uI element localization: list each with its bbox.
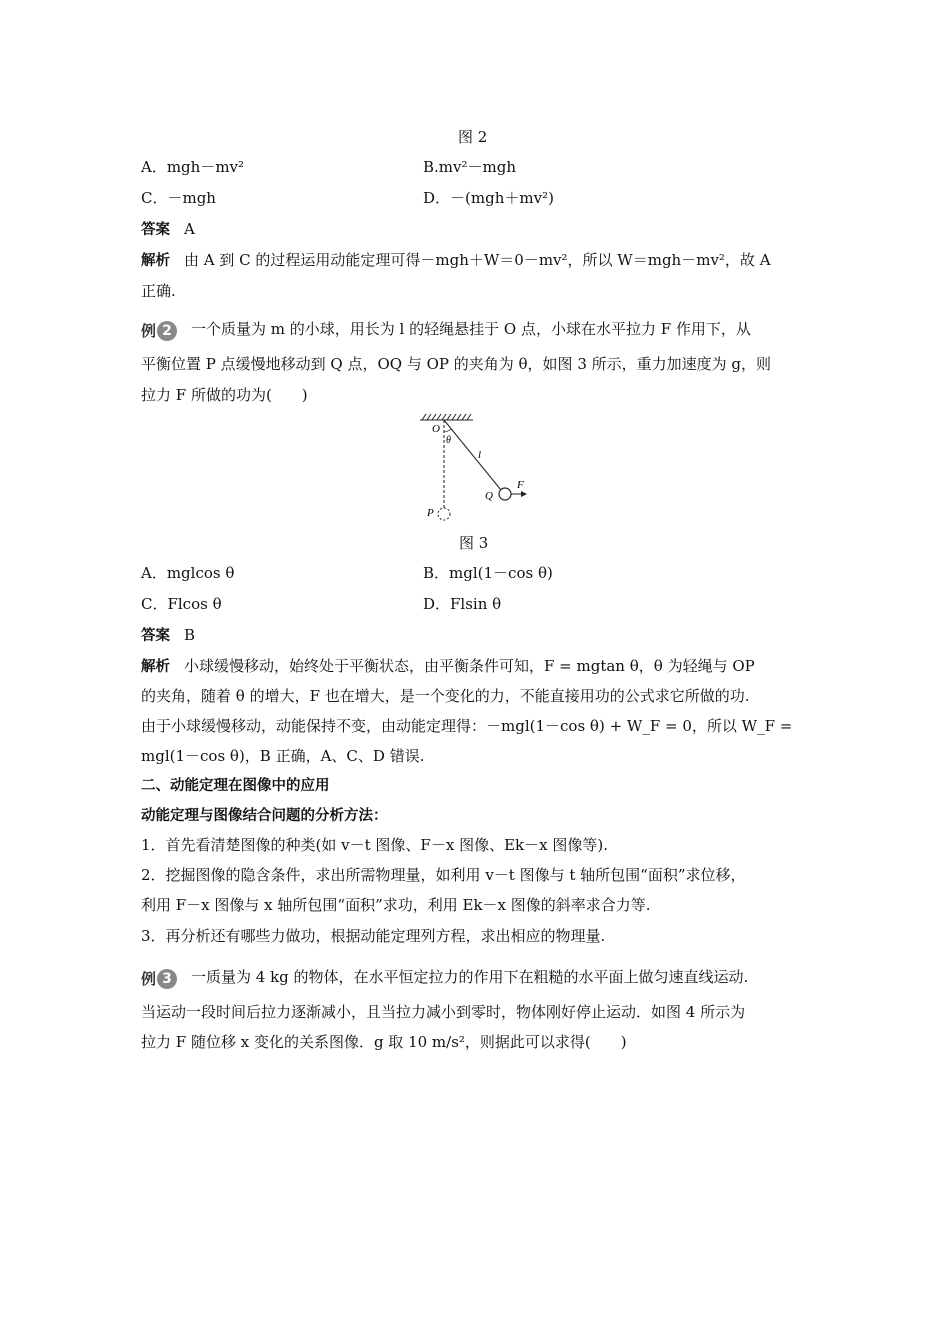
answer-label: 答案	[141, 222, 170, 238]
ceiling-hatch	[420, 414, 473, 420]
ex2-option-b: B．mgl(1－cos θ)	[423, 564, 553, 582]
example-2-line2: 平衡位置 P 点缓慢地移动到 Q 点，OQ 与 OP 的夹角为 θ，如图 3 所示，重力加速度为 g，则	[141, 355, 772, 373]
example-3-line1	[141, 967, 748, 989]
method-item-2-line1: 2．挖掘图像的隐含条件，求出所需物理量，如利用 v－t 图像与 t 轴所包围“面积”求位移，	[141, 866, 746, 884]
ex2-analysis-line3: 由于小球缓慢移动，动能保持不变，由动能定理得：－mgl(1－cos θ) + W_F = 0，所以 W_F =	[141, 717, 793, 735]
ex2-option-d: D．Flsin θ	[423, 595, 502, 613]
example-number-circle: 3	[157, 969, 177, 989]
example-3-badge	[141, 968, 177, 989]
example-3-text: 一质量为 4 kg 的物体，在水平恒定拉力的作用下在粗糙的水平面上做匀速直线运动.	[191, 968, 749, 986]
ex2-option-c: C．Flcos θ	[141, 595, 222, 613]
label-f: F	[517, 479, 524, 491]
ball-q	[499, 488, 511, 500]
analysis-text: 小球缓慢移动，始终处于平衡状态，由平衡条件可知，F = mgtan θ，θ 为轻绳与 OP	[184, 657, 755, 675]
force-arrow-head	[521, 491, 527, 497]
method-item-1: 1．首先看清楚图像的种类(如 v－t 图像、F－x 图像、Ek－x 图像等).	[141, 836, 608, 854]
method-item-2-line2: 利用 F－x 图像与 x 轴所包围“面积”求功，利用 Ek－x 图像的斜率求合力等.	[141, 896, 651, 914]
ex2-analysis-line2: 的夹角，随着 θ 的增大，F 也在增大，是一个变化的力，不能直接用功的公式求它所做的功.	[141, 687, 750, 705]
answer-value: A	[184, 220, 195, 238]
rope-line	[444, 420, 501, 490]
analysis-label: 解析	[141, 253, 170, 269]
label-theta: θ	[446, 435, 451, 446]
ex2-answer	[141, 625, 195, 646]
section-2-heading: 二、动能定理在图像中的应用	[141, 778, 330, 794]
ex2-analysis-line1	[141, 656, 755, 677]
q1-option-a: A．mgh－mv²	[141, 158, 245, 176]
angle-arc	[444, 429, 451, 432]
example-3-line2: 当运动一段时间后拉力逐渐减小，且当拉力减小到零时，物体刚好停止运动．如图 4 所示为	[141, 1003, 746, 1021]
q1-option-d: D．－(mgh＋mv²)	[423, 189, 554, 207]
example-2-line1	[141, 319, 751, 341]
section-2-subheading: 动能定理与图像结合问题的分析方法：	[141, 808, 388, 824]
example-number-circle: 2	[157, 321, 177, 341]
q1-option-b: B.mv²－mgh	[423, 158, 516, 176]
analysis-text: 由 A 到 C 的过程运用动能定理可得－mgh＋W＝0－mv²，所以 W＝mgh－mv²，故 A	[184, 251, 771, 269]
answer-label: 答案	[141, 628, 170, 644]
pendulum-figure	[415, 412, 535, 524]
analysis-label: 解析	[141, 659, 170, 675]
label-o: O	[432, 423, 440, 435]
ex2-analysis-line4: mgl(1－cos θ)，B 正确，A、C、D 错误.	[141, 747, 425, 765]
example-badge-prefix: 例	[141, 969, 157, 988]
example-2-line3: 拉力 F 所做的功为( )	[141, 386, 308, 404]
example-2-text: 一个质量为 m 的小球，用长为 l 的轻绳悬挂于 O 点，小球在水平拉力 F 作用下，从	[191, 320, 751, 338]
figure-3-caption: 图 3	[459, 534, 489, 552]
label-q: Q	[485, 490, 493, 502]
q1-option-c: C．－mgh	[141, 189, 216, 207]
example-3-line3: 拉力 F 随位移 x 变化的关系图像．g 取 10 m/s²，则据此可以求得( )	[141, 1033, 627, 1051]
example-badge-prefix: 例	[141, 321, 157, 340]
ex2-option-a: A．mglcos θ	[141, 564, 235, 582]
answer-value: B	[184, 626, 196, 644]
figure-2-caption: 图 2	[458, 128, 488, 146]
ball-p	[438, 508, 450, 520]
q1-answer	[141, 219, 195, 240]
label-p: P	[427, 507, 434, 519]
label-l: l	[478, 449, 482, 461]
q1-analysis-line2: 正确.	[141, 282, 176, 300]
method-item-3: 3．再分析还有哪些力做功，根据动能定理列方程，求出相应的物理量.	[141, 927, 606, 945]
q1-analysis	[141, 250, 771, 271]
example-2-badge	[141, 320, 177, 341]
